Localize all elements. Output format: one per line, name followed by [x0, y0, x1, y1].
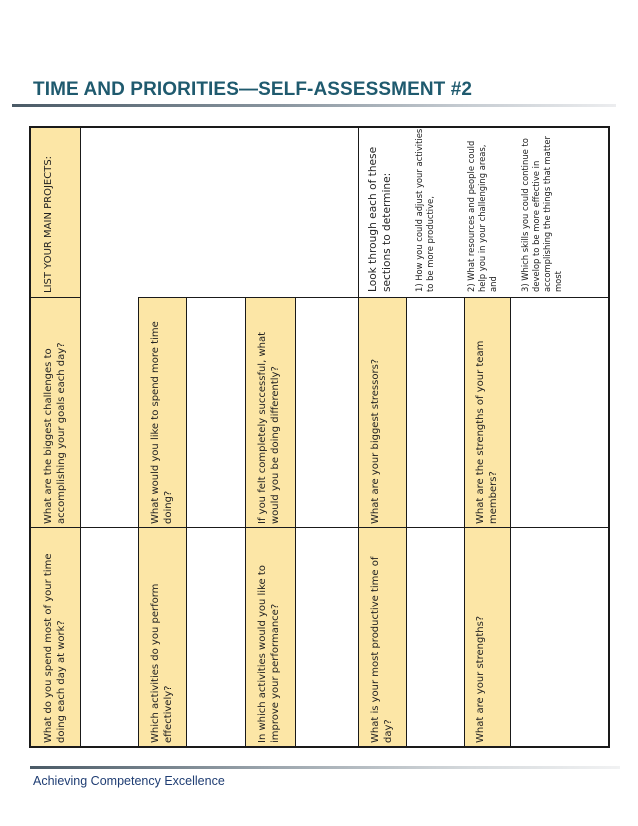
- instructions-item-1: 1) How you could adjust your activities to be more productive,: [414, 128, 435, 292]
- question-q6: In which activities would you like to improve your performance?: [257, 565, 281, 743]
- question-q2: What are the biggest challenges to accomplishing your goals each day?: [43, 342, 67, 524]
- instructions-heading: Look through each of these sections to determine:: [367, 146, 393, 292]
- question-q3: LIST YOUR MAIN PROJECTS:: [43, 155, 54, 293]
- answer-cell-q6[interactable]: [295, 528, 358, 747]
- answer-cell-q9[interactable]: [406, 298, 464, 528]
- col-divider-6: [358, 127, 359, 747]
- answer-cell-q11[interactable]: [510, 298, 609, 528]
- question-q10: What are your strengths?: [475, 615, 486, 743]
- col-divider-4: [245, 298, 246, 747]
- title-divider: [12, 104, 616, 107]
- answer-cell-q1[interactable]: [80, 528, 138, 747]
- page-title: TIME AND PRIORITIES—SELF-ASSESSMENT #2: [33, 79, 473, 100]
- col-divider-9: [510, 298, 511, 747]
- question-q9: What are your biggest stressors?: [370, 358, 381, 524]
- answer-cell-q8[interactable]: [406, 528, 464, 747]
- answer-cell-q4[interactable]: [186, 528, 245, 747]
- answer-cell-projects[interactable]: [80, 127, 358, 298]
- answer-cell-q2[interactable]: [80, 298, 138, 528]
- question-q11: What are the strengths of your team members?: [475, 340, 499, 524]
- answer-cell-q5[interactable]: [186, 298, 245, 528]
- question-q1: What do you spend most of your time doing each day at work?: [43, 553, 67, 743]
- col-divider-1: [80, 127, 81, 747]
- question-q4: Which activities do you perform effectively?: [150, 583, 174, 743]
- table-border-bottom: [30, 746, 610, 748]
- instructions-item-3: 3) Which skills you could continue to develop to be more effective in accomplishing the things that matter most: [520, 136, 563, 292]
- footer-divider: [30, 766, 620, 769]
- row-divider-a: [30, 297, 80, 298]
- instructions-item-2: 2) What resources and people could help you in your challenging areas, and: [466, 140, 498, 292]
- question-q8: What is your most productive time of day?: [370, 556, 394, 743]
- answer-cell-q10[interactable]: [510, 528, 609, 747]
- table-border-right: [608, 126, 610, 748]
- col-divider-3: [186, 298, 187, 747]
- table-border-left: [29, 126, 31, 748]
- answer-cell-q7[interactable]: [295, 298, 358, 528]
- question-q7: If you felt completely successful, what would you be doing differently?: [257, 331, 281, 524]
- footer-text: Achieving Competency Excellence: [33, 774, 225, 788]
- row-divider-c: [30, 527, 609, 528]
- col-divider-2: [138, 298, 139, 747]
- question-q5: What would you like to spend more time doing?: [150, 321, 174, 524]
- col-divider-5: [295, 298, 296, 747]
- row-divider-b: [138, 297, 609, 298]
- table-border-top: [30, 126, 610, 128]
- col-divider-7: [406, 298, 407, 747]
- col-divider-8: [464, 298, 465, 747]
